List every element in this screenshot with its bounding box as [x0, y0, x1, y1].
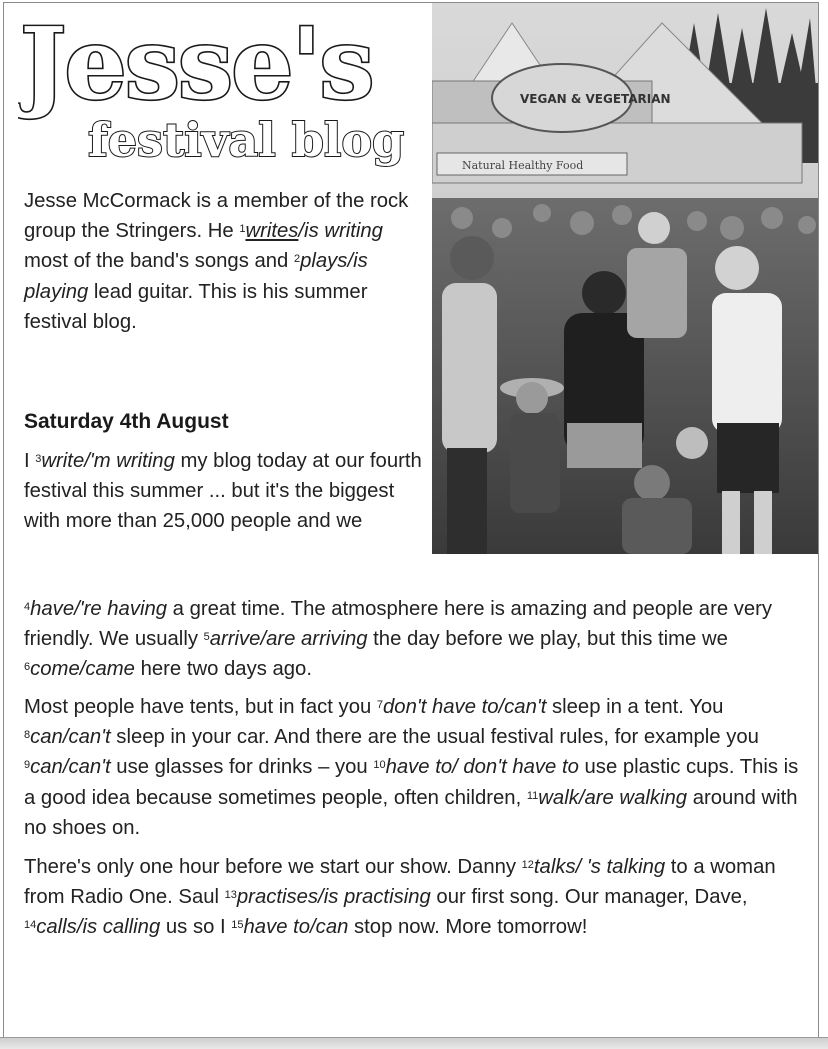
gap-number: 13 — [224, 889, 237, 902]
gap-option: write/'m writing — [41, 450, 175, 472]
gap-option: talks/ 's talking — [533, 856, 666, 878]
gap-option: come/came — [30, 658, 135, 681]
body-text: sleep in a tent. You — [546, 696, 724, 718]
gap-option: have to/can — [243, 916, 349, 939]
gap-option: have to/ don't have to — [385, 756, 579, 779]
body-text: Most people have tents, but in fact you — [24, 696, 377, 718]
intro-text: Jesse McCormack is a member of the rock group the Stringers. He — [24, 190, 409, 243]
sign-vegan: VEGAN & VEGETARIAN — [520, 92, 671, 106]
intro-text: lead guitar. This is his summer festival blog. — [24, 280, 368, 333]
paragraph-1-continued — [24, 594, 814, 685]
title-jesses: Jesse's — [20, 7, 373, 122]
gap-number: 5 — [203, 631, 210, 644]
body-text: sleep in your car. And there are the usual festival rules, for example you — [110, 726, 759, 749]
body-text: a great time. The atmosphere here is amazing and people are very friendly. We usually — [24, 598, 773, 651]
body-text: to a woman from Radio One. Saul — [24, 856, 776, 909]
date-heading: Saturday 4th August — [24, 410, 229, 433]
gap-option: walk/are walking — [538, 786, 688, 809]
gap-number: 12 — [521, 859, 534, 871]
gap-number: 2 — [293, 253, 301, 266]
gap-option: plays/is playing — [24, 250, 368, 303]
gap-number: 11 — [526, 789, 539, 802]
gap-number: 4 — [24, 601, 31, 613]
body-text: use plastic cups. This is a good idea because sometimes people, often children, — [24, 756, 799, 809]
gap-number: 9 — [24, 759, 31, 772]
gap-option: have/'re having — [30, 598, 168, 620]
gap-number: 7 — [376, 699, 384, 711]
gap-option: practises/is practising — [236, 886, 431, 909]
gap-option: don't have to/can't — [383, 696, 547, 718]
body-text: the day before we play, but this time we — [367, 628, 728, 651]
gap-number: 1 — [239, 223, 246, 236]
body-text: stop now. More tomorrow! — [348, 916, 588, 939]
body-text: There's only one hour before we start our show. Danny — [24, 856, 522, 878]
gap-number: 15 — [231, 919, 244, 932]
gap-number: 14 — [24, 919, 37, 932]
gap-option: /is writing — [298, 220, 383, 243]
gap-option: calls/is calling — [36, 916, 161, 939]
blog-title-logo — [18, 6, 418, 186]
gap-option: can/can't — [30, 756, 111, 779]
body-text: my blog today at our fourth festival this summer ... but it's the biggest with more than 25,000 people and we — [24, 450, 422, 533]
gap-option: can/can't — [30, 726, 111, 749]
gap-option: arrive/are arriving — [209, 628, 368, 651]
body-text: I — [24, 450, 36, 472]
body-text: use glasses for drinks – you — [110, 756, 374, 779]
body-text: here two days ago. — [134, 658, 312, 681]
intro-paragraph — [24, 186, 424, 337]
gap-number: 8 — [24, 729, 31, 742]
paragraph-2 — [24, 692, 814, 843]
paragraph-1-start — [24, 446, 424, 537]
paragraph-3 — [24, 852, 814, 943]
title-festival-blog: festival blog — [88, 113, 405, 167]
body-text: our first song. Our manager, Dave, — [430, 886, 748, 909]
gap-number: 6 — [24, 661, 31, 674]
bottom-divider — [0, 1037, 828, 1049]
gap-answer: writes — [245, 220, 299, 243]
gap-number: 3 — [35, 453, 42, 465]
sign-healthy-food: Natural Healthy Food — [462, 159, 584, 172]
body-text: us so I — [160, 916, 232, 939]
intro-text: most of the band's songs and — [24, 250, 294, 273]
festival-photo — [432, 3, 818, 554]
gap-number: 10 — [373, 759, 386, 772]
body-text: around with no shoes on. — [24, 786, 798, 839]
